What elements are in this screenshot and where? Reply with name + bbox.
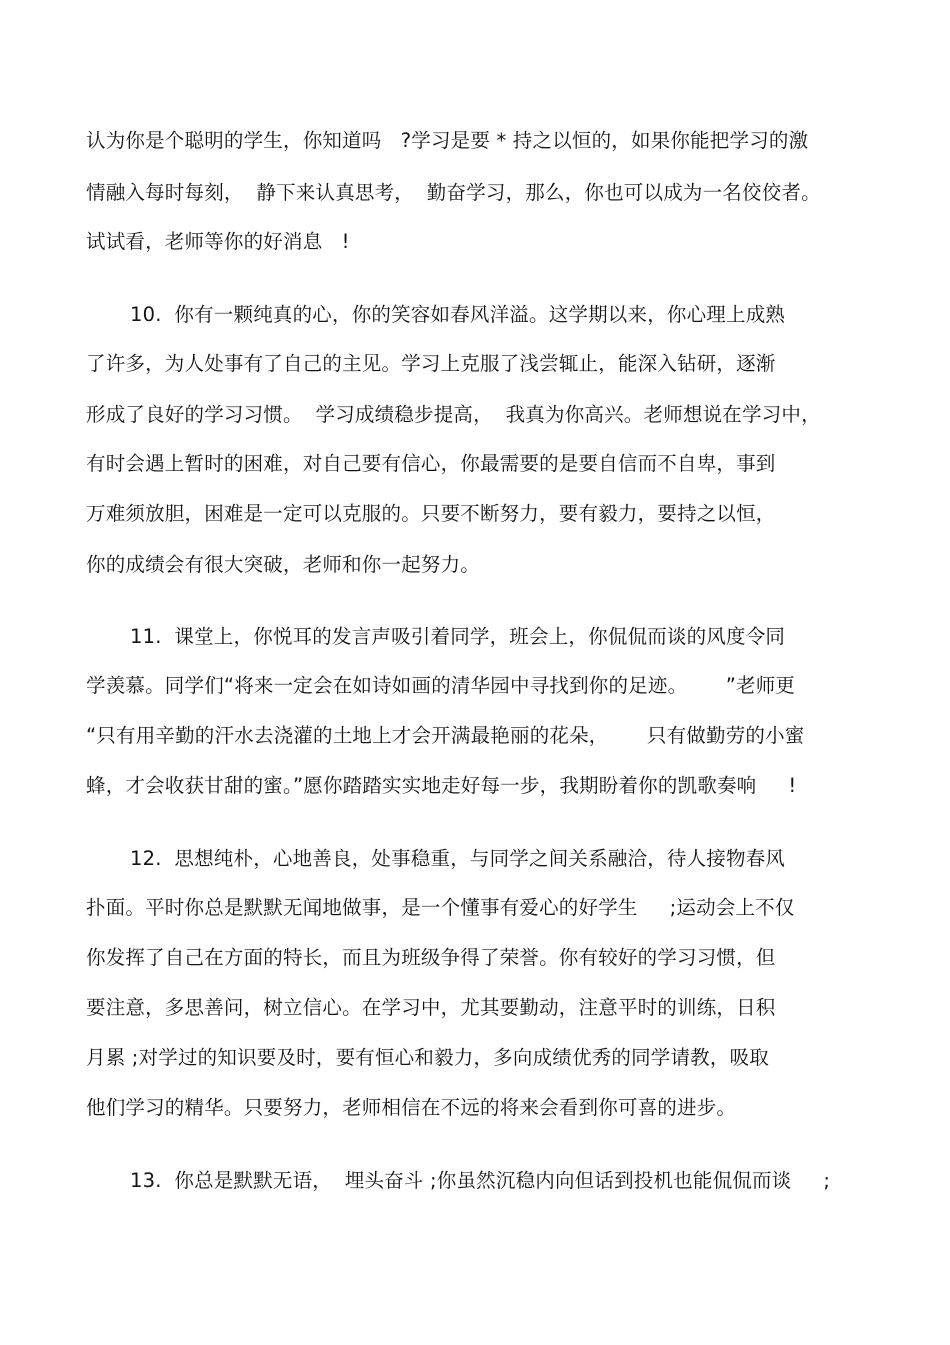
text-line: 有时会遇上暂时的困难，对自己要有信心，你最需要的是要自信而不自卑，事到	[86, 452, 776, 475]
text-line: 他们学习的精华。只要努力，老师相信在不远的将来会看到你可喜的进步。	[86, 1096, 737, 1119]
text-line: 情融入每时每刻， 静下来认真思考， 勤奋学习，那么，你也可以成为一名佼佼者。	[86, 181, 821, 204]
text-line: 认为你是个聪明的学生，你知道吗 ?学习是要 * 持之以恒的，如果你能把学习的激	[86, 129, 809, 152]
text-line: “只有用辛勤的汗水去浇灌的土地上才会开满最艳丽的花朵， 只有做勤劳的小蜜	[86, 724, 805, 747]
text-line: 了许多，为人处事有了自己的主见。学习上克服了浅尝辄止，能深入钻研，逐渐	[86, 352, 776, 375]
paragraph-start-13: 13. 你总是默默无语， 埋头奋斗 ;你虽然沉稳内向但话到投机也能侃侃而谈 ;	[130, 1169, 831, 1192]
paragraph-start-10: 10. 你有一颗纯真的心，你的笑容如春风洋溢。这学期以来，你心理上成熟	[130, 303, 786, 326]
text-line: 你发挥了自己在方面的特长，而且为班级争得了荣誉。你有较好的学习习惯，但	[86, 946, 776, 969]
text-line: 扑面。平时你总是默默无闻地做事，是一个懂事有爱心的好学生 ;运动会上不仅	[86, 896, 795, 919]
text-line: 你的成绩会有很大突破，老师和你一起努力。	[86, 553, 481, 576]
text-line: 要注意，多思善问，树立信心。在学习中，尤其要勤动，注意平时的训练，日积	[86, 996, 776, 1019]
paragraph-start-11: 11. 课堂上，你悦耳的发言声吸引着同学，班会上，你侃侃而谈的风度令同	[130, 625, 786, 648]
paragraph-start-12: 12. 思想纯朴，心地善良，处事稳重，与同学之间关系融洽，待人接物春风	[130, 847, 786, 870]
text-line: 形成了良好的学习习惯。 学习成绩稳步提高， 我真为你高兴。老师想说在学习中，	[86, 403, 821, 426]
text-line: 蜂，才会收获甘甜的蜜。”愿你踏踏实实地走好每一步，我期盼着你的凯歌奏响 !	[86, 774, 797, 797]
text-line: 月累 ;对学过的知识要及时，要有恒心和毅力，多向成绩优秀的同学请教，吸取	[86, 1046, 769, 1069]
text-line: 学羡慕。同学们“将来一定会在如诗如画的清华园中寻找到你的足迹。 ”老师更	[86, 674, 796, 697]
text-line: 万难须放胆，困难是一定可以克服的。只要不断努力，要有毅力，要持之以恒，	[86, 502, 776, 525]
text-line: 试试看，老师等你的好消息 !	[86, 230, 350, 253]
